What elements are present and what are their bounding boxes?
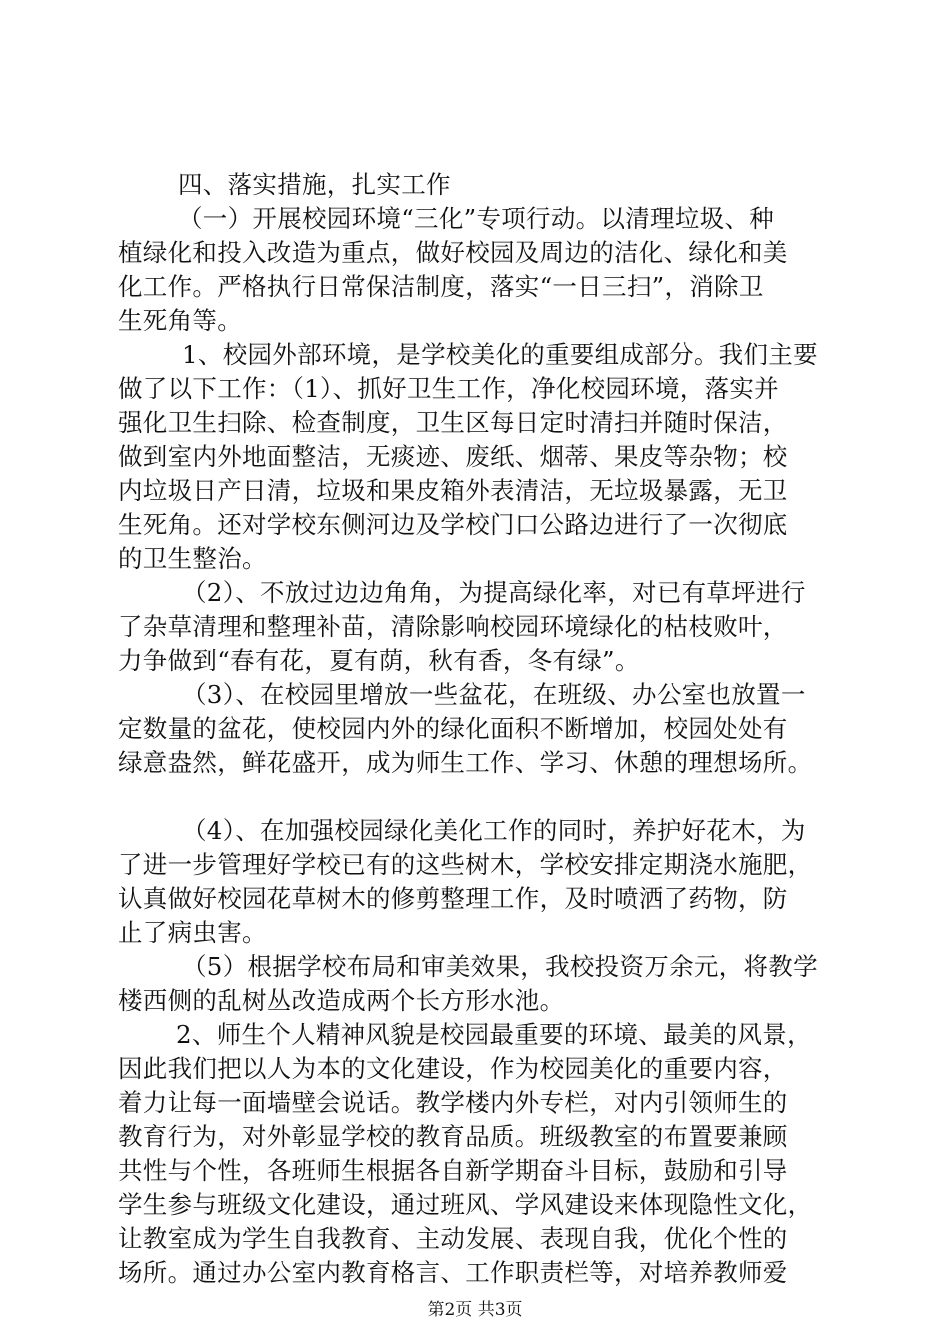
paragraph-line: 因此我们把以人为本的文化建设，作为校园美化的重要内容， (118, 1054, 788, 1083)
paragraph-line: （2）、不放过边边角角，为提高绿化率，对已有草坪进行 (182, 578, 806, 607)
page-footer: 第2页 共3页 (427, 1300, 523, 1320)
paragraph-line: 做到室内外地面整洁，无痰迹、废纸、烟蒂、果皮等杂物；校 (118, 442, 788, 471)
paragraph-line: 化工作。严格执行日常保洁制度，落实“一日三扫”，消除卫 (118, 272, 764, 301)
paragraph-line: 生死角等。 (118, 306, 242, 335)
paragraph-line: （3）、在校园里增放一些盆花，在班级、办公室也放置一 (182, 680, 806, 709)
paragraph-line: 植绿化和投入改造为重点，做好校园及周边的洁化、绿化和美 (118, 238, 788, 267)
paragraph-line: 做了以下工作：（1）、抓好卫生工作，净化校园环境，落实并 (118, 374, 779, 403)
paragraph-line: 教育行为，对外彰显学校的教育品质。班级教室的布置要兼顾 (118, 1122, 788, 1151)
paragraph-line: 止了病虫害。 (118, 918, 267, 947)
paragraph-line: 绿意盎然，鲜花盛开，成为师生工作、学习、休憩的理想场所。 (118, 748, 813, 777)
paragraph-line: 认真做好校园花草树木的修剪整理工作，及时喷洒了药物，防 (118, 884, 788, 913)
paragraph-line: （5）根据学校布局和审美效果，我校投资万余元，将教学 (182, 952, 818, 981)
paragraph-line: 场所。通过办公室内教育格言、工作职责栏等，对培养教师爱 (118, 1258, 788, 1287)
paragraph-line: （4）、在加强校园绿化美化工作的同时，养护好花木，为 (182, 816, 806, 845)
paragraph-line: 2、师生个人精神风貌是校园最重要的环境、最美的风景， (176, 1020, 812, 1049)
paragraph-line: 1、校园外部环境，是学校美化的重要组成部分。我们主要 (182, 340, 818, 369)
paragraph-line: （一）开展校园环境“三化”专项行动。以清理垃圾、种 (178, 204, 775, 233)
paragraph-line: 的卫生整治。 (118, 544, 267, 573)
paragraph-line: 强化卫生扫除、检查制度，卫生区每日定时清扫并随时保洁， (118, 408, 788, 437)
paragraph-line: 定数量的盆花，使校园内外的绿化面积不断增加，校园处处有 (118, 714, 788, 743)
paragraph-line: 着力让每一面墙壁会说话。教学楼内外专栏，对内引领师生的 (118, 1088, 788, 1117)
paragraph-line: 生死角。还对学校东侧河边及学校门口公路边进行了一次彻底 (118, 510, 788, 539)
paragraph-line: 学生参与班级文化建设，通过班风、学风建设来体现隐性文化， (118, 1190, 813, 1219)
paragraph-line: 力争做到“春有花，夏有荫，秋有香，冬有绿”。 (118, 646, 640, 675)
paragraph-line: 了杂草清理和整理补苗，清除影响校园环境绿化的枯枝败叶， (118, 612, 788, 641)
paragraph-line: 楼西侧的乱树丛改造成两个长方形水池。 (118, 986, 565, 1015)
paragraph-line: 共性与个性，各班师生根据各自新学期奋斗目标，鼓励和引导 (118, 1156, 788, 1185)
paragraph-line: 内垃圾日产日清，垃圾和果皮箱外表清洁，无垃圾暴露，无卫 (118, 476, 788, 505)
paragraph-line: 了进一步管理好学校已有的这些树木，学校安排定期浇水施肥， (118, 850, 813, 879)
section-heading: 四、落实措施，扎实工作 (178, 170, 451, 199)
paragraph-line: 让教室成为学生自我教育、主动发展、表现自我，优化个性的 (118, 1224, 788, 1253)
